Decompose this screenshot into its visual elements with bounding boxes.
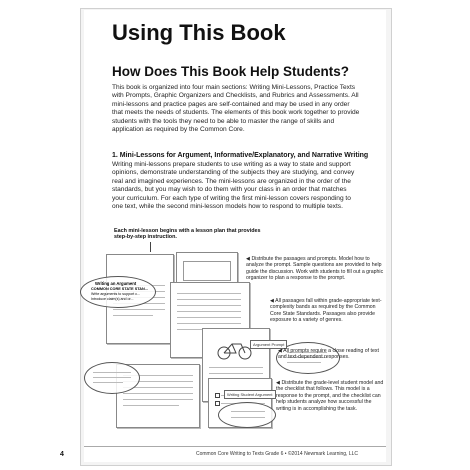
section-paragraph: Writing mini-lessons prepare students to use writing as a way to state and support opinions, demonstrate understanding of the subjects they are studying, and convey real and imagined experiences. The mini-lessons are organized in the order of the standards, but you may wish to do them with your class in an order that matches your curriculum. For each type of writing the first mini-lesson covers responding to one text, while the second mini-lesson models how to respond to multiple texts. [112,161,355,211]
footer-credit: Common Core Writing to Texts Grade 6 • ©2014 Newmark Learning, LLC [196,451,358,457]
page-subtitle: How Does This Book Help Students? [112,64,350,79]
bicycle-illustration [215,339,255,361]
lead-line [150,242,151,252]
standards-magnifier [80,276,156,308]
callout-distribute: ◀ Distribute the passages and prompts. Model how to analyze the prompt. Sample questions are provided to help guide the discussion. Work with students to fill out a graphic organizer to plan a response to the prompt. [246,256,384,282]
diagram-lead-label: Each mini-lesson begins with a lesson plan that provides step-by-step instruction. [114,228,261,241]
callout-student-model: ◀ Distribute the grade-level student model and the checklist that follows. This model is a response to the prompt, and the checklist can help students analyze how successful the writing is in accomplishing the task. [276,380,384,412]
mini-lesson-diagram [90,228,386,428]
callout-passages: ◀ All passages fall within grade-appropriate text-complexity bands as required by the Common Core State Standards. Passages also provide exposure to a variety of genres. [270,298,382,324]
page-number: 4 [60,451,64,458]
bubble-text: Writing an Argument [95,281,137,286]
page-title: Using This Book [112,20,286,45]
checklist-magnifier [218,402,276,428]
callout-prompts: ◀ All prompts require a close reading of text and text-dependent responses. [278,348,379,361]
intro-paragraph: This book is organized into four main sections: Writing Mini-Lessons, Practice Texts with Prompts, Graphic Organizers and Checklists, and Rubrics and Assessments. All mini-lessons and practice pages are self-contained and may be used in any order that meets the needs of students. The elements of this book work together to provide students with the tools they need to be able to master the range of skills and application as required by the Common Core. [112,84,360,134]
argument-prompt-tag: Argument Prompt [250,340,287,349]
bubble-text: Write arguments to support c... [91,292,141,296]
bubble-text: COMMON CORE STATE STAN... [91,287,148,291]
section-heading: 1. Mini-Lessons for Argument, Informative/Explanatory, and Narrative Writing [112,152,369,159]
bubble-text: Introduce claim(s) and or... [91,297,134,301]
student-argument-tag: Writing Student Argument [224,390,276,399]
model-magnifier [84,362,140,394]
